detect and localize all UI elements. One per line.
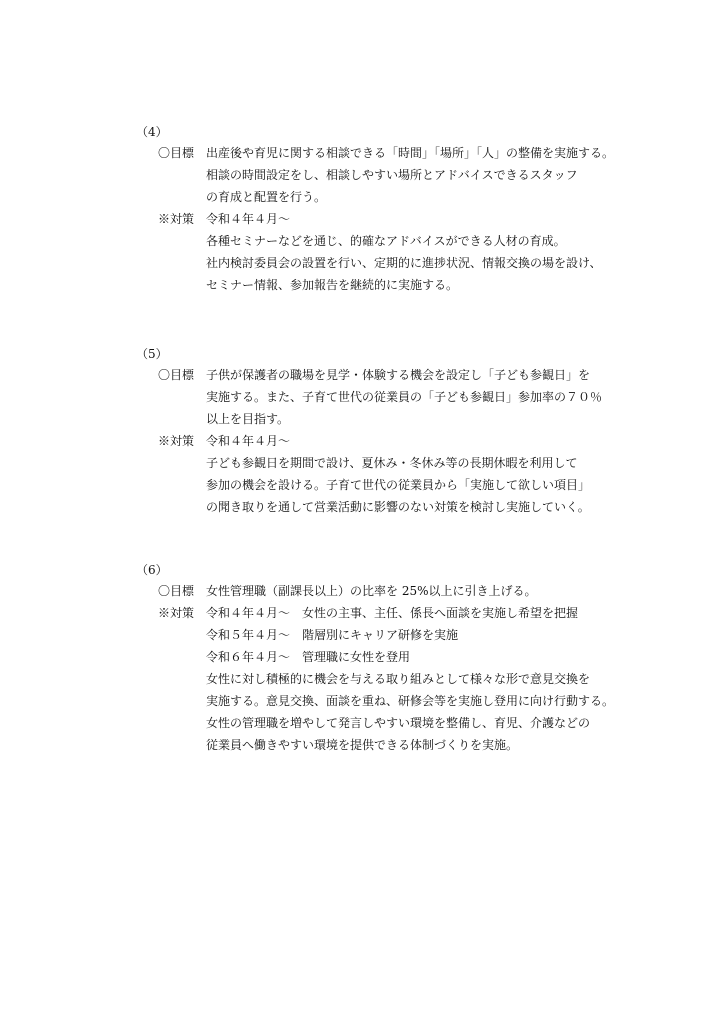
section-number: （6）: [136, 563, 168, 577]
goal-label: 〇目標: [158, 146, 195, 160]
goal-line: 出産後や育児に関する相談できる「時間」「場所」「人」の整備を実施する。: [206, 146, 615, 160]
goal-label: 〇目標: [158, 368, 195, 382]
measure-line: 実施する。意見交換、面談を重ね、研修会等を実施し登用に向け行動する。: [206, 694, 615, 708]
measure-line: 女性に対し積極的に機会を与える取り組みとして様々な形で意見交換を: [206, 672, 591, 686]
section-4: [136, 122, 656, 296]
goal-line: 実施する。また、子育て世代の従業員の「子ども参観日」参加率の７０％: [206, 390, 603, 404]
measure-line: 子ども参観日を期間で設け、夏休み・冬休み等の長期休暇を利用して: [206, 456, 578, 470]
measure-line: 参加の機会を設ける。子育て世代の従業員から「実施して欲しい項目」: [206, 478, 591, 492]
measure-line: セミナー情報、参加報告を継続的に実施する。: [206, 278, 459, 292]
goal-block: [158, 142, 656, 208]
goal-line: 以上を目指す。: [206, 412, 290, 426]
measure-block: [158, 208, 656, 296]
measure-line: 女性の管理職を増やして発言しやすい環境を整備し、育児、介護などの: [206, 716, 591, 730]
measure-line: 令和４年４月～ 女性の主事、主任、係長へ面談を実施し希望を把握: [206, 606, 579, 620]
measure-label: ※対策: [158, 212, 195, 226]
goal-line: 子供が保護者の職場を見学・体験する機会を設定し「子ども参観日」を: [206, 368, 591, 382]
measure-line: 令和５年４月～ 階層別にキャリア研修を実施: [206, 628, 459, 642]
measure-line: 各種セミナーなどを通じ、的確なアドバイスができる人材の育成。: [206, 234, 566, 248]
goal-line: 女性管理職（副課長以上）の比率を 25%以上に引き上げる。: [206, 584, 537, 598]
measure-line: 従業員へ働きやすい環境を提供できる体制づくりを実施。: [206, 738, 519, 752]
section-6: [136, 560, 656, 756]
measure-block: [158, 430, 656, 518]
goal-block: [158, 580, 656, 602]
goal-line: 相談の時間設定をし、相談しやすい場所とアドバイスできるスタッフ: [206, 168, 578, 182]
measure-line: 令和６年４月～ 管理職に女性を登用: [206, 650, 411, 664]
section-5: [136, 344, 656, 518]
goal-label: 〇目標: [158, 584, 195, 598]
measure-line: の聞き取りを通して営業活動に影響のない対策を検討し実施していく。: [206, 500, 590, 514]
measure-block: [158, 602, 656, 756]
goal-block: [158, 364, 656, 430]
goal-line: の育成と配置を行う。: [206, 190, 327, 204]
section-number: （4）: [136, 125, 168, 139]
measure-line: 令和４年４月～: [206, 212, 291, 226]
measure-label: ※対策: [158, 606, 195, 620]
measure-line: 社内検討委員会の設置を行い、定期的に進捗状況、情報交換の場を設け、: [206, 256, 602, 270]
section-number: （5）: [136, 347, 168, 361]
measure-label: ※対策: [158, 434, 195, 448]
measure-line: 令和４年４月～: [206, 434, 291, 448]
